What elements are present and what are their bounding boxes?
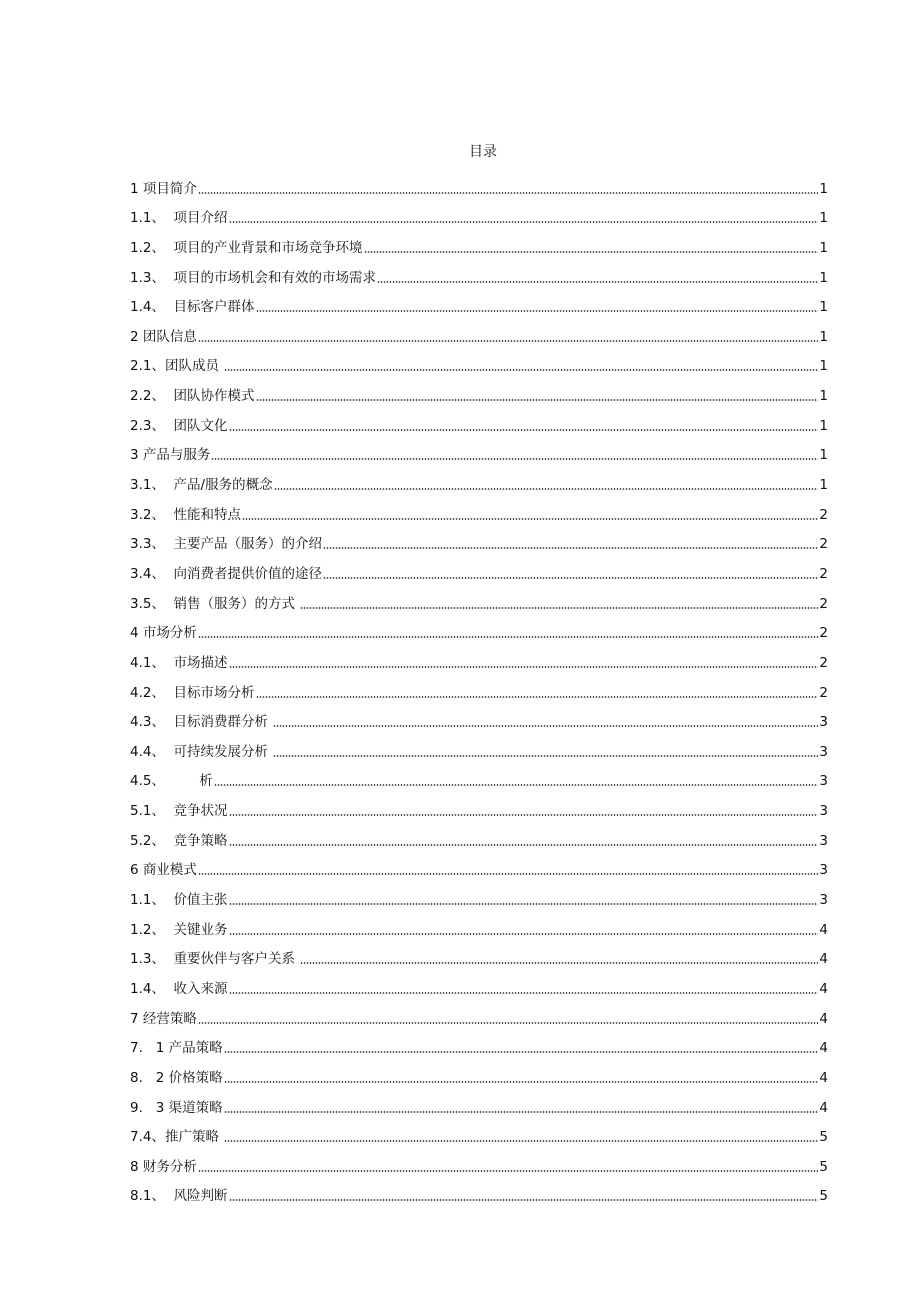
toc-entry-label: 2.3、 团队文化 — [130, 417, 228, 434]
toc-entry-label: 8.1、 风险判断 — [130, 1188, 228, 1205]
toc-entry-page-number: 3 — [819, 892, 828, 909]
toc-entry[interactable] — [130, 790, 828, 820]
toc-entry-page-number: 1 — [819, 477, 828, 494]
toc-dot-leader — [224, 1081, 819, 1083]
toc-entry[interactable] — [130, 702, 828, 732]
toc-entry-page-number: 2 — [819, 506, 828, 523]
toc-dot-leader — [224, 1051, 819, 1053]
toc-entry-label: 2 团队信息 — [130, 328, 197, 345]
toc-entry[interactable] — [130, 1087, 828, 1117]
toc-dot-leader — [229, 814, 819, 816]
toc-dot-leader — [256, 310, 819, 312]
toc-entry[interactable] — [130, 287, 828, 317]
toc-entry-label: 2.1、团队成员 — [130, 358, 224, 375]
toc-entry-label: 1.3、 项目的市场机会和有效的市场需求 — [130, 269, 377, 286]
toc-entry[interactable] — [130, 553, 828, 583]
toc-entry[interactable] — [130, 405, 828, 435]
toc-dot-leader — [256, 399, 819, 401]
toc-entry[interactable] — [130, 464, 828, 494]
toc-entry-page-number: 4 — [819, 1040, 828, 1057]
toc-entry-page-number: 2 — [819, 625, 828, 642]
toc-dot-leader — [198, 1170, 819, 1172]
toc-entry-page-number: 5 — [819, 1188, 828, 1205]
toc-entry[interactable] — [130, 583, 828, 613]
toc-dot-leader — [229, 1199, 819, 1201]
toc-entry[interactable] — [130, 909, 828, 939]
toc-entry[interactable] — [130, 1146, 828, 1176]
toc-entry[interactable] — [130, 820, 828, 850]
toc-dot-leader — [224, 1111, 819, 1113]
toc-entry[interactable] — [130, 642, 828, 672]
toc-entry-label: 4.3、 目标消费群分析 — [130, 714, 273, 731]
toc-entry-page-number: 3 — [819, 743, 828, 760]
toc-entry-page-number: 1 — [819, 239, 828, 256]
toc-entry-page-number: 1 — [819, 447, 828, 464]
toc-entry-page-number: 1 — [819, 417, 828, 434]
toc-entry-page-number: 4 — [819, 951, 828, 968]
toc-entry[interactable] — [130, 316, 828, 346]
toc-dot-leader — [256, 696, 819, 698]
toc-entry-label: 1.4、 目标客户群体 — [130, 299, 255, 316]
toc-entry-label: 1.2、 项目的产业背景和市场竞争环境 — [130, 239, 363, 256]
toc-entry-label: 8 财务分析 — [130, 1158, 197, 1175]
toc-entry-label: 3.5、 销售（服务）的方式 — [130, 595, 300, 612]
toc-entry-page-number: 4 — [819, 1069, 828, 1086]
toc-entry-label: 3.1、 产品/服务的概念 — [130, 477, 273, 494]
toc-entry-page-number: 4 — [819, 1099, 828, 1116]
toc-entry-page-number: 5 — [819, 1158, 828, 1175]
toc-dot-leader — [211, 458, 818, 460]
toc-entry-label: 7. 1 产品策略 — [130, 1040, 223, 1057]
toc-entry-label: 4.2、 目标市场分析 — [130, 684, 255, 701]
toc-dot-leader — [273, 725, 818, 727]
toc-dot-leader — [274, 488, 819, 490]
toc-dot-leader — [198, 340, 819, 342]
toc-entry-label: 1 项目简介 — [130, 180, 197, 197]
toc-entry-page-number: 2 — [819, 565, 828, 582]
toc-dot-leader — [300, 962, 818, 964]
toc-dot-leader — [273, 755, 818, 757]
toc-entry[interactable] — [130, 731, 828, 761]
toc-dot-leader — [198, 1022, 819, 1024]
toc-dot-leader — [323, 547, 818, 549]
toc-entry[interactable] — [130, 879, 828, 909]
table-of-contents — [130, 168, 828, 1205]
toc-entry-label: 7.4、推广策略 — [130, 1129, 224, 1146]
toc-dot-leader — [198, 192, 819, 194]
toc-entry[interactable] — [130, 435, 828, 465]
toc-entry-label: 6 商业模式 — [130, 862, 197, 879]
toc-entry[interactable] — [130, 939, 828, 969]
toc-entry[interactable] — [130, 168, 828, 198]
toc-entry-page-number: 5 — [819, 1129, 828, 1146]
toc-title: 目录 — [469, 144, 497, 160]
toc-entry-label: 3.2、 性能和特点 — [130, 506, 242, 523]
toc-entry-page-number: 3 — [819, 832, 828, 849]
toc-entry[interactable] — [130, 968, 828, 998]
toc-entry[interactable] — [130, 761, 828, 791]
toc-entry-page-number: 4 — [819, 921, 828, 938]
toc-dot-leader — [323, 577, 818, 579]
toc-entry-label: 3.3、 主要产品（服务）的介绍 — [130, 536, 323, 553]
toc-entry-label: 3 产品与服务 — [130, 447, 211, 464]
toc-entry[interactable] — [130, 1057, 828, 1087]
toc-entry[interactable] — [130, 524, 828, 554]
toc-dot-leader — [229, 903, 819, 905]
toc-entry[interactable] — [130, 850, 828, 880]
toc-entry-label: 5.1、 竞争状况 — [130, 803, 228, 820]
toc-entry-label: 1.1、 价值主张 — [130, 892, 228, 909]
toc-entry[interactable] — [130, 375, 828, 405]
toc-entry[interactable] — [130, 494, 828, 524]
toc-entry-page-number: 1 — [819, 210, 828, 227]
toc-dot-leader — [224, 1140, 818, 1142]
toc-entry-label: 3.4、 向消费者提供价值的途径 — [130, 565, 323, 582]
toc-entry-page-number: 3 — [819, 714, 828, 731]
toc-entry-label: 8. 2 价格策略 — [130, 1069, 223, 1086]
toc-entry-label: 4.5、 析 — [130, 773, 213, 790]
toc-entry-page-number: 1 — [819, 388, 828, 405]
toc-entry-page-number: 2 — [819, 536, 828, 553]
toc-entry[interactable] — [130, 257, 828, 287]
toc-entry-label: 7 经营策略 — [130, 1010, 197, 1027]
toc-dot-leader — [229, 666, 819, 668]
toc-dot-leader — [229, 221, 819, 223]
toc-dot-leader — [198, 636, 819, 638]
toc-entry-page-number: 1 — [819, 269, 828, 286]
toc-entry-page-number: 4 — [819, 1010, 828, 1027]
toc-entry-page-number: 3 — [819, 773, 828, 790]
toc-dot-leader — [377, 281, 818, 283]
toc-dot-leader — [242, 518, 818, 520]
toc-entry-label: 1.4、 收入来源 — [130, 980, 228, 997]
toc-dot-leader — [198, 873, 819, 875]
toc-entry-page-number: 1 — [819, 328, 828, 345]
toc-entry[interactable] — [130, 1176, 828, 1206]
toc-entry-page-number: 1 — [819, 299, 828, 316]
toc-entry-page-number: 3 — [819, 862, 828, 879]
toc-entry-label: 9. 3 渠道策略 — [130, 1099, 223, 1116]
toc-entry-page-number: 1 — [819, 358, 828, 375]
toc-entry[interactable] — [130, 672, 828, 702]
toc-dot-leader — [364, 251, 819, 253]
toc-dot-leader — [229, 844, 819, 846]
toc-dot-leader — [214, 784, 819, 786]
toc-entry[interactable] — [130, 998, 828, 1028]
toc-entry[interactable] — [130, 198, 828, 228]
toc-entry-label: 4.4、 可持续发展分析 — [130, 743, 273, 760]
toc-dot-leader — [229, 992, 819, 994]
toc-dot-leader — [224, 369, 818, 371]
toc-entry-label: 1.3、 重要伙伴与客户关系 — [130, 951, 300, 968]
toc-entry[interactable] — [130, 613, 828, 643]
toc-entry-label: 4.1、 市场描述 — [130, 654, 228, 671]
toc-entry[interactable] — [130, 346, 828, 376]
toc-entry[interactable] — [130, 1028, 828, 1058]
toc-entry-page-number: 2 — [819, 654, 828, 671]
toc-entry-page-number: 2 — [819, 684, 828, 701]
toc-dot-leader — [300, 607, 818, 609]
toc-entry-page-number: 3 — [819, 803, 828, 820]
toc-entry-page-number: 2 — [819, 595, 828, 612]
toc-entry[interactable] — [130, 1117, 828, 1147]
toc-dot-leader — [229, 933, 819, 935]
toc-entry-page-number: 4 — [819, 980, 828, 997]
toc-entry-label: 4 市场分析 — [130, 625, 197, 642]
toc-entry-label: 2.2、 团队协作模式 — [130, 388, 255, 405]
toc-entry-label: 1.2、 关键业务 — [130, 921, 228, 938]
toc-entry-label: 5.2、 竞争策略 — [130, 832, 228, 849]
toc-entry[interactable] — [130, 227, 828, 257]
toc-entry-label: 1.1、 项目介绍 — [130, 210, 228, 227]
toc-entry-page-number: 1 — [819, 180, 828, 197]
toc-dot-leader — [229, 429, 819, 431]
